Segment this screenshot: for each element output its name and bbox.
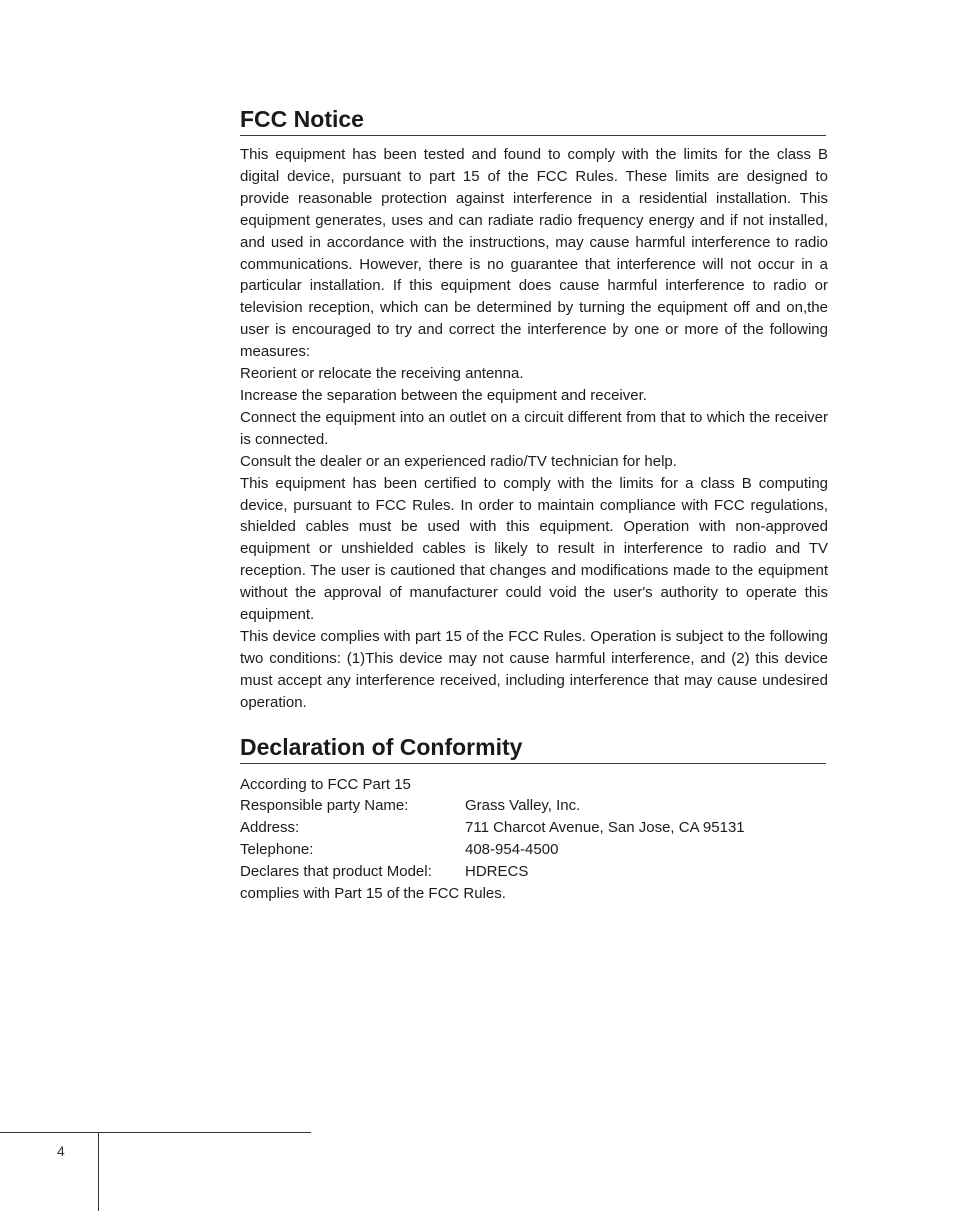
declaration-row	[240, 795, 828, 817]
declaration-body	[240, 774, 828, 905]
declaration-label: Declares that product Model:	[240, 863, 432, 881]
fcc-paragraph: This equipment has been tested and found to comply with the limits for the class B digital device, pursuant to part 15 of the FCC Rules. These limits are designed to provide reasonable protection against interference in a residential installation. This equipment generates, uses and can radiate radio frequency energy and if not installed, and used in accordance with the instructions, may cause harmful interference to radio communications. However, there is no guarantee that interference will not occur in a particular installation. If this equipment does cause harmful interference to radio or television reception, which can be determined by turning the equipment off and on,the user is encouraged to try and correct the interference by one or more of the following measures:	[240, 146, 828, 361]
declaration-row	[240, 839, 828, 861]
declaration-label: Telephone:	[240, 841, 314, 859]
declaration-row	[240, 861, 828, 883]
declaration-value: Grass Valley, Inc.	[465, 797, 581, 815]
declaration-value: HDRECS	[465, 863, 529, 881]
footer-divider	[0, 1132, 311, 1133]
footer-vertical-divider	[98, 1132, 99, 1211]
fcc-notice-heading: FCC Notice	[240, 104, 826, 136]
fcc-measure: Consult the dealer or an experienced radio/TV technician for help.	[240, 452, 677, 470]
page-content	[240, 104, 828, 905]
declaration-heading: Declaration of Conformity	[240, 732, 826, 764]
declaration-value: 711 Charcot Avenue, San Jose, CA 95131	[465, 819, 745, 837]
fcc-paragraph: This device complies with part 15 of the FCC Rules. Operation is subject to the following two conditions: (1)This device may not cause harmful interference, and (2) this device must accept any interference received, including interference that may cause undesired operation.	[240, 627, 828, 711]
fcc-measure: Connect the equipment into an outlet on a circuit different from that to which the receiver is connected.	[240, 408, 828, 448]
declaration-value: 408-954-4500	[465, 841, 559, 859]
fcc-paragraph: This equipment has been certified to comply with the limits for a class B computing device, pursuant to FCC Rules. In order to maintain compliance with FCC regulations, shielded cables must be used with this equipment. Operation with non-approved equipment or unshielded cables is likely to result in interference to radio and TV reception. The user is cautioned that changes and modifications made to the equipment without the approval of manufacturer could void the user's authority to operate this equipment.	[240, 474, 828, 624]
fcc-measure: Increase the separation between the equipment and receiver.	[240, 386, 647, 404]
page-number: 4	[57, 1143, 65, 1159]
declaration-closing: complies with Part 15 of the FCC Rules.	[240, 885, 506, 903]
fcc-notice-body	[240, 144, 828, 714]
declaration-label: Responsible party Name:	[240, 797, 409, 815]
declaration-row	[240, 817, 828, 839]
declaration-intro: According to FCC Part 15	[240, 775, 411, 793]
fcc-measure: Reorient or relocate the receiving antenna.	[240, 365, 524, 383]
declaration-label: Address:	[240, 819, 300, 837]
